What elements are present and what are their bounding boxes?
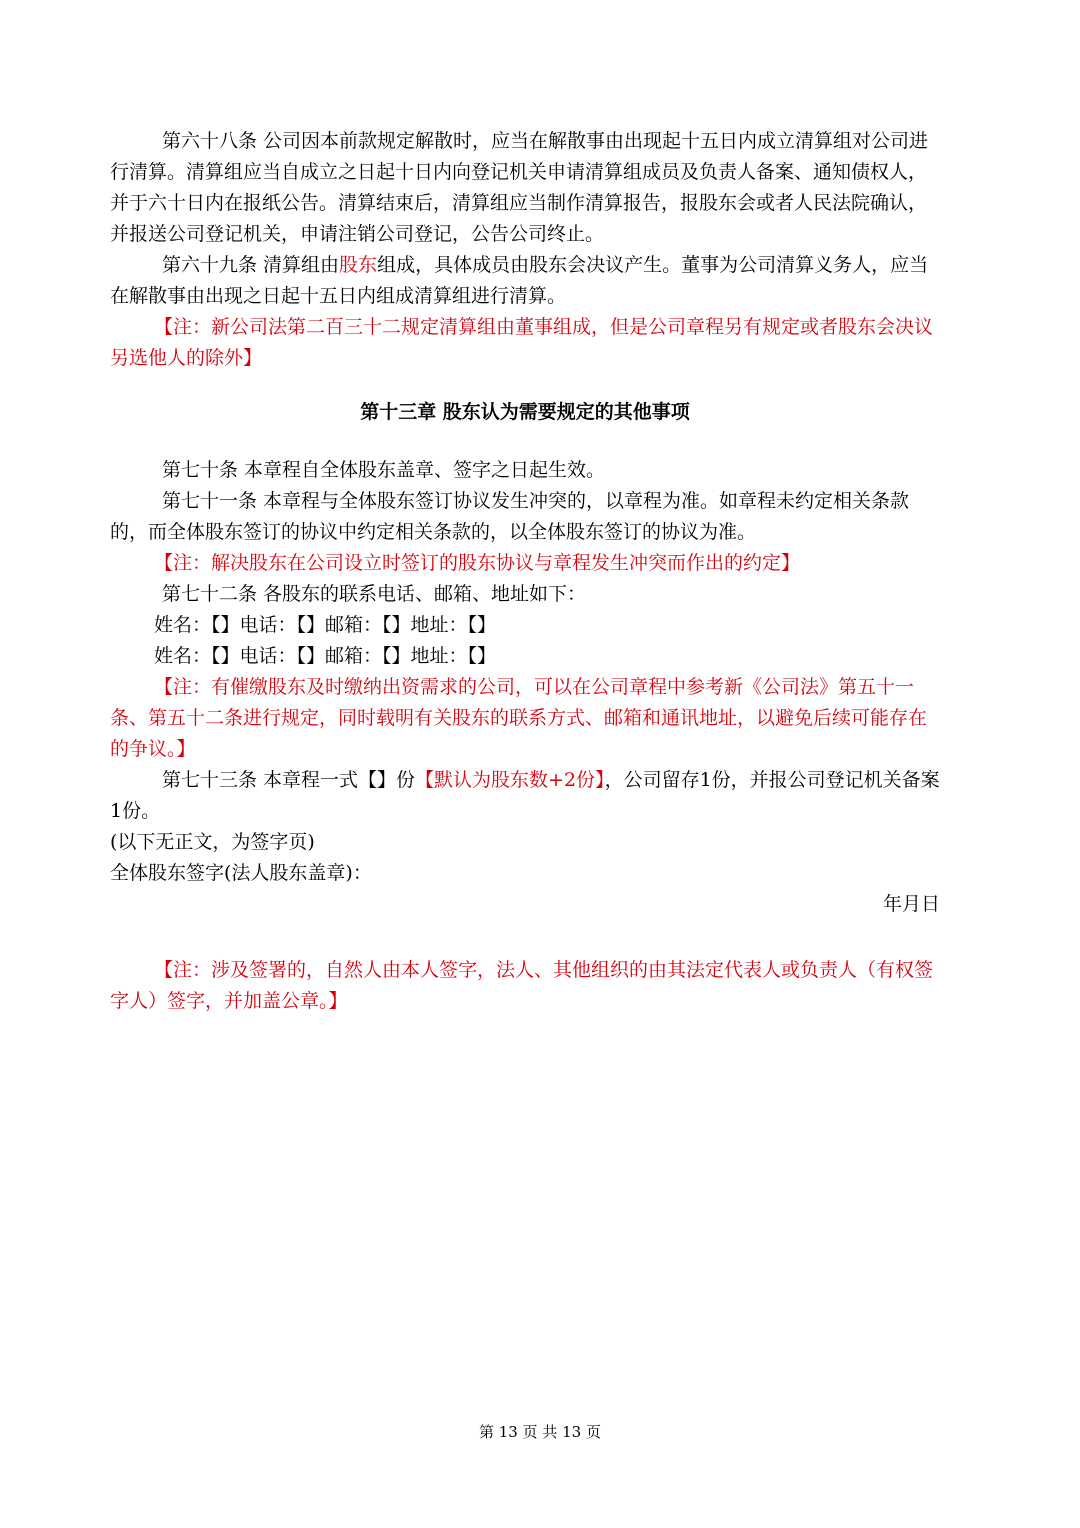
article-73-text-a: 第七十三条 本章程一式【】份: [162, 769, 416, 791]
note-article-69: 【注：新公司法第二百三十二规定清算组由董事组成，但是公司章程另有规定或者股东会决议另选他人的除外】: [110, 316, 934, 369]
article-69-highlight: 股东: [339, 254, 378, 276]
article-73-text-b: ，公司留存1份，并报公司登记机关备案1份。: [110, 769, 940, 822]
article-70: 第七十条 本章程自全体股东盖章、签字之日起生效。: [162, 459, 606, 481]
article-69: [110, 250, 940, 312]
contact-line-1: 姓名：【】电话：【】邮箱：【】地址：【】: [154, 614, 497, 636]
signature-line: 全体股东签字(法人股东盖章)：: [110, 862, 372, 884]
article-68: 第六十八条 公司因本前款规定解散时，应当在解散事由出现起十五日内成立清算组对公司进行清算。清算组应当自成立之日起十日内向登记机关申请清算组成员及负责人备案、通知债权人，并于六十日内在报纸公告。清算结束后，清算组应当制作清算报告，报股东会或者人民法院确认，并报送公司登记机关，申请注销公司登记，公告公司终止。: [110, 130, 929, 245]
contact-line-2: 姓名：【】电话：【】邮箱：【】地址：【】: [154, 645, 497, 667]
article-69-text-a: 第六十九条 清算组由: [162, 254, 340, 276]
chapter-13-heading: 第十三章 股东认为需要规定的其他事项: [360, 401, 690, 423]
article-73-highlight: 【默认为股东数+2份】: [415, 769, 605, 791]
document-body: [110, 126, 940, 1017]
note-article-72: 【注：有催缴股东及时缴纳出资需求的公司，可以在公司章程中参考新《公司法》第五十一条、第五十二条进行规定，同时载明有关股东的联系方式、邮箱和通讯地址，以避免后续可能存在的争议。】: [110, 676, 928, 760]
article-72: 第七十二条 各股东的联系电话、邮箱、地址如下：: [162, 583, 587, 605]
page-footer: 第 13 页 共 13 页: [478, 1423, 601, 1441]
no-text-line: (以下无正文，为签字页): [110, 831, 315, 853]
article-69-text-b: 组成，具体成员由股东会决议产生。董事为公司清算义务人，应当在解散事由出现之日起十五日内组成清算组进行清算。: [110, 254, 929, 307]
note-article-71: 【注：解决股东在公司设立时签订的股东协议与章程发生冲突而作出的约定】: [154, 552, 801, 574]
spacer: [110, 920, 940, 955]
date-line: 年月日: [882, 893, 940, 915]
article-73: [110, 765, 940, 827]
article-71: 第七十一条 本章程与全体股东签订协议发生冲突的，以章程为准。如章程未约定相关条款的，而全体股东签订的协议中约定相关条款的，以全体股东签订的协议为准。: [110, 490, 910, 543]
note-signature: 【注：涉及签署的，自然人由本人签字，法人、其他组织的由其法定代表人或负责人（有权签字人）签字，并加盖公章。】: [110, 959, 934, 1012]
